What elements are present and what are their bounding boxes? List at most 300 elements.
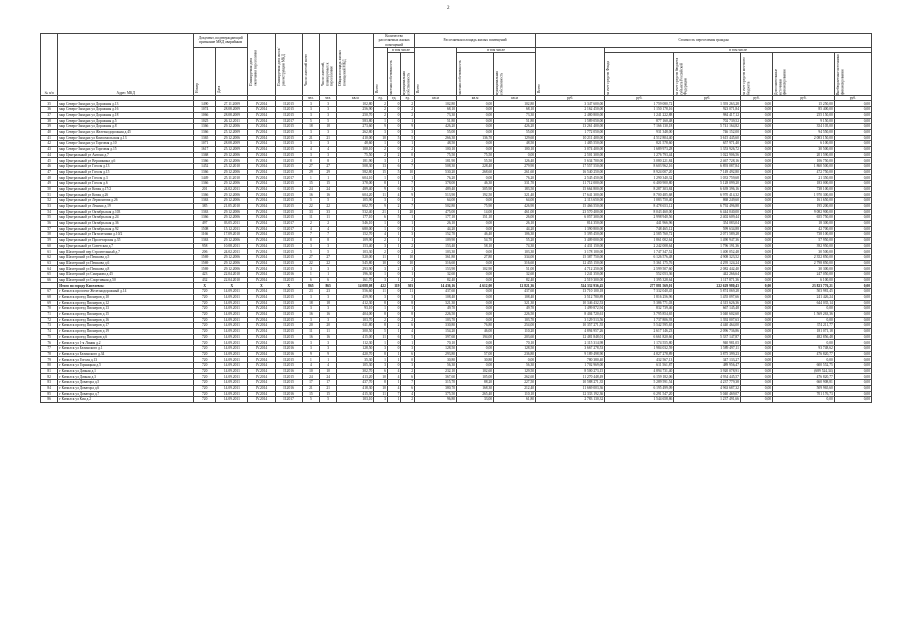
table-cell: 0,00 [494,152,536,158]
table-cell: 1 [302,175,319,181]
unit-cell: кв.м [457,96,494,101]
table-cell: 0,00 [740,186,772,192]
table-cell: 18 [320,300,337,306]
table-cell: 222 629 980,43 [674,283,741,289]
table-cell: 56,30 [494,363,536,369]
table-cell: 1366 [194,181,216,187]
table-cell: 5 [302,249,319,255]
table-cell: 720 [194,357,216,363]
table-cell: 52 [41,198,58,204]
table-cell: 11 669 003,36 [536,385,605,391]
table-cell: 6 291 547,20 [605,391,674,397]
table-cell: 0,00 [740,283,772,289]
table-cell: 2 402 609,44 [674,215,741,221]
table-cell: IV.2014 [248,340,275,346]
table-cell: 984 417,12 [674,112,741,118]
table-cell: 69 [41,300,58,306]
table-cell: 4 [320,146,337,152]
table-cell: 0,00 [834,397,871,403]
table-cell: 14,00 [457,209,494,215]
resettlement-table [40,33,872,403]
table-cell: 2 585 760,72 [605,232,674,238]
table-cell: 868 249,60 [674,198,741,204]
table-cell: 3 409 000,00 [536,237,605,243]
table-cell: II.2015 [275,255,302,261]
table-cell: 21 [320,135,337,141]
table-cell: II.2015 [275,294,302,300]
table-cell: 13 [374,164,388,170]
address-cell: г Кизилск ул Доватора д.6 [58,385,194,391]
table-cell: 0,00 [834,118,871,124]
table-cell: 489,40 [337,186,374,192]
table-cell: 3 [302,152,319,158]
table-cell: 41 [41,135,58,141]
table-cell: 497 [194,220,216,226]
table-cell: 3 875 399,23 [674,351,741,357]
table-cell: IV.2014 [248,158,275,164]
table-cell: (689 524,34) [773,368,835,374]
table-cell: 16 [320,334,337,340]
table-cell: 0,00 [457,146,494,152]
table-cell: 0 [401,152,415,158]
table-cell: 14.09.2011 [216,397,248,403]
table-cell: 4 908 323,52 [674,255,741,261]
table-cell: 2 [401,158,415,164]
table-cell: 110,20 [494,328,536,334]
table-cell: 57 [41,226,58,232]
table-cell: 3 [320,266,337,272]
table-cell: 0,00 [773,340,835,346]
table-cell: 75,50 [337,152,374,158]
table-cell: II.2015 [275,152,302,158]
table-cell: 321,30 [415,300,457,306]
table-cell: 4 [387,192,401,198]
table-cell: 3 040 602,60 [674,311,741,317]
table-cell: 201 590,00 [773,152,835,158]
table-cell: 1 [374,340,388,346]
table-cell: 21 [302,135,319,141]
table-cell: 2 545 450,00 [536,175,605,181]
table-cell: 7 [401,181,415,187]
table-cell: 0,00 [834,357,871,363]
table-cell: 153,40 [337,243,374,249]
table-cell: 15 [374,169,388,175]
table-cell: 29.12.2006 [216,158,248,164]
table-cell: 472 750,00 [773,169,835,175]
table-cell: 385 [194,203,216,209]
table-cell: 2 798 850,00 [773,260,835,266]
address-cell: г Кизилск ул Доватора д.5 [58,380,194,386]
table-cell: 0,00 [740,357,772,363]
table-cell: 6 444 040,00 [674,209,741,215]
table-cell: 423 [194,272,216,278]
table-cell: 8 [374,181,388,187]
table-cell: 720 [194,374,216,380]
table-cell: 109,90 [415,237,457,243]
address-cell: мкр Центральный ул Вершинина д.6 [58,158,194,164]
table-cell: 832 739,46 [605,306,674,312]
table-cell: 181,90 [337,158,374,164]
table-cell: 0,00 [740,107,772,113]
table-cell: 85 [41,391,58,397]
table-cell: 102,90 [457,266,494,272]
table-cell: 13 710 100,18 [536,289,605,295]
table-cell: 0,00 [740,169,772,175]
table-cell: 17.09.2010 [216,232,248,238]
table-cell: 254,00 [494,323,536,329]
table-cell: 1366 [194,129,216,135]
table-cell: 2 [401,243,415,249]
table-cell: 1617 [194,146,216,152]
table-cell: 24 [302,186,319,192]
table-cell: 305,90 [457,186,494,192]
table-cell: 38 [41,118,58,124]
unit-cell: руб. [536,96,605,101]
table-cell: II.2017 [275,118,302,124]
address-cell: мкр Центральный ул Ковая д.17/2 [58,186,194,192]
table-cell: 3 [374,243,388,249]
table-cell: 0,00 [834,107,871,113]
table-cell: 1 083 750,40 [605,198,674,204]
table-cell: 24 [302,374,319,380]
table-cell: 15 [320,181,337,187]
table-cell: 602,70 [337,203,374,209]
table-cell: 11 [374,255,388,261]
table-cell: X [248,283,275,289]
table-cell: 655 750,00 [773,215,835,221]
table-cell: 14.09.2011 [216,334,248,340]
table-cell: 5 542 595,65 [605,323,674,329]
header-address: Адрес МКД [58,34,194,96]
table-cell: II.2015 [275,215,302,221]
table-cell: 1449 [194,175,216,181]
table-cell: II.2015 [275,328,302,334]
table-cell: 0,00 [740,146,772,152]
table-cell: 226,50 [415,311,457,317]
table-cell: 2 [374,107,388,113]
address-cell: мкр Шахтерский ул Пешкова д.6 [58,260,194,266]
table-cell: 6 [302,277,319,283]
table-cell: 3 [302,306,319,312]
table-cell: 0,00 [457,311,494,317]
table-cell: 1 150 178,16 [605,107,674,113]
table-cell: 14.09.2011 [216,317,248,323]
table-cell: 10 346 432,53 [536,300,605,306]
table-cell: 3 [401,346,415,352]
table-cell: 3 [302,243,319,249]
table-cell: 0,00 [740,311,772,317]
table-cell: 4 [401,328,415,334]
table-cell: 0,00 [834,374,871,380]
table-cell: 300,50 [337,328,374,334]
table-cell: 0,00 [740,272,772,278]
table-cell: 58 [41,232,58,238]
table-cell: 437,70 [337,380,374,386]
address-cell: г Кизилск ул Кия д.2 [58,397,194,403]
table-cell: 0,00 [740,323,772,329]
table-cell: 128,50 [494,346,536,352]
table-cell: 27 [320,255,337,261]
table-cell: 3 [401,363,415,369]
table-cell: 8 924 007,20 [605,169,674,175]
table-cell: 3 [320,141,337,147]
table-cell: 4 [320,226,337,232]
table-cell: II.2015 [275,198,302,204]
unit-cell: ед. [401,96,415,101]
table-cell: 0,00 [834,277,871,283]
table-cell: 16 [302,192,319,198]
table-cell: 0,00 [834,186,871,192]
table-cell: 12 481 848,01 [536,334,605,340]
table-cell: 321,40 [494,192,536,198]
table-cell: 2 [401,317,415,323]
table-cell: 3 [374,198,388,204]
table-cell: 0,00 [740,135,772,141]
table-cell: IV.2014 [248,198,275,204]
table-cell: 0,00 [457,141,494,147]
table-cell: 0,00 [457,277,494,283]
table-cell: 503 981,45 [773,289,835,295]
table-cell: 11 [302,328,319,334]
table-cell: 865 [302,283,319,289]
table-cell: 3 [320,340,337,346]
table-cell: 72 [41,317,58,323]
table-cell: 1 984 032,59 [605,346,674,352]
header-residents-total: Число жителей всего [303,53,308,86]
table-cell: 0,00 [740,397,772,403]
table-cell: 0 [387,306,401,312]
table-cell: 3 [320,306,337,312]
table-cell: 392 950,00 [773,243,835,249]
address-cell: г Кизилск проезд Пионеров д.6 [58,334,194,340]
table-cell: 250,70 [337,112,374,118]
table-cell: 14.09.2011 [216,385,248,391]
table-cell: 8 [374,300,388,306]
table-cell: 255 150,00 [773,112,835,118]
table-cell: IV.2014 [248,391,275,397]
unit-cell: ед. [387,96,401,101]
table-cell: IV.2014 [248,101,275,107]
table-cell: 21.05.2010 [216,203,248,209]
table-cell: 13 261 400,00 [536,124,605,130]
table-cell: 1 392 007,63 [674,317,741,323]
table-cell: 0 [387,311,401,317]
table-cell: 152,70 [337,232,374,238]
table-cell: 3 [302,340,319,346]
table-cell: 9 [374,124,388,130]
table-cell: 4 295 124,24 [674,260,741,266]
table-cell: 48,60 [337,141,374,147]
table-cell: 1 [401,175,415,181]
table-cell: 10 [374,385,388,391]
table-cell: II.2015 [275,266,302,272]
table-cell: 11 [374,289,388,295]
table-cell: 432 [194,277,216,283]
table-cell: 600 552,75 [773,363,835,369]
table-cell: 27.11.2009 [216,101,248,107]
table-cell: 24.02.2011 [216,249,248,255]
table-cell: 232,10 [415,368,457,374]
table-cell: 3 [302,346,319,352]
table-cell: 29 [320,169,337,175]
table-cell: 93,10 [337,306,374,312]
table-cell: 1 689 973,28 [605,146,674,152]
table-cell: 3 [374,363,388,369]
table-cell: 821 578,60 [605,141,674,147]
table-cell: 15 466 550,00 [536,203,605,209]
table-cell: 0,00 [834,340,871,346]
table-cell: 701 176,73 [773,391,835,397]
table-cell: IV.2014 [248,249,275,255]
table-cell: 6 [387,334,401,340]
table-cell: 102,80 [415,101,457,107]
table-cell: 73,30 [494,112,536,118]
table-cell: 108,40 [494,294,536,300]
table-cell: 17 [320,380,337,386]
table-cell: 1 [320,272,337,278]
table-cell: 5 337 147,87 [674,334,741,340]
table-cell: 9 [320,351,337,357]
unit-cell: ед. [374,96,388,101]
table-cell: 11 270 448,49 [536,374,605,380]
table-cell: 426,20 [494,124,536,130]
table-cell: 266,30 [415,135,457,141]
table-cell: 16 540 250,00 [536,169,605,175]
table-cell: 0,00 [740,101,772,107]
table-cell: 22.04.2010 [216,277,248,283]
table-cell: IV.2014 [248,311,275,317]
table-cell: IV.2014 [248,368,275,374]
table-cell: 20 [302,323,319,329]
table-cell: 8 [401,300,415,306]
table-cell: 64,00 [415,198,457,204]
table-cell: 0,00 [740,124,772,130]
table-cell: 8 [374,351,388,357]
table-cell: 720 [194,300,216,306]
table-cell: 931 348,00 [605,129,674,135]
table-cell: 0,00 [457,124,494,130]
table-cell: 0,00 [740,192,772,198]
table-cell: 8 [374,311,388,317]
table-cell: 0,00 [834,158,871,164]
table-cell: II.2016 [275,346,302,352]
table-cell: 268,60 [457,169,494,175]
table-cell: 378,00 [415,181,457,187]
table-cell: 0,00 [834,192,871,198]
table-cell: 196,30 [337,272,374,278]
header-area-incl: в том числе [457,47,536,52]
address-cell: мкр Центральный ул Октябрьская д.92 [58,226,194,232]
table-cell: 604,20 [337,192,374,198]
table-cell: 10 [401,255,415,261]
table-cell: 0,00 [740,237,772,243]
table-cell: 29.12.2006 [216,124,248,130]
table-cell: 106,30 [494,232,536,238]
table-cell: 28.08.2009 [216,112,248,118]
table-cell: 8 287 303,84 [605,186,674,192]
table-cell: 2 [401,249,415,255]
table-cell: 3 [320,112,337,118]
table-cell: 552 053,36 [605,272,674,278]
table-cell: 2 [401,107,415,113]
header-no: № п/п [41,34,58,96]
table-cell: 1 759 080,72 [605,101,674,107]
table-cell: 61,80 [494,397,536,403]
table-cell: 2 096 736,86 [674,328,741,334]
table-cell: 720 [194,328,216,334]
table-cell: 45 [41,158,58,164]
table-cell: 14.09.2011 [216,391,248,397]
table-cell: 1 [374,118,388,124]
table-cell: 1 033 759,68 [674,175,741,181]
table-cell: 100,10 [494,146,536,152]
table-cell: 46,00 [457,328,494,334]
header-residents-planned: Число жителей, планируемых к переселению [321,61,334,86]
table-cell: 58,10 [457,243,494,249]
unit-cell: руб. [740,96,772,101]
table-cell: 0,00 [740,175,772,181]
table-cell: 161,70 [337,277,374,283]
table-cell: 4 894 957,26 [536,328,605,334]
table-cell: 0 [387,260,401,266]
table-cell: IV.2014 [248,181,275,187]
table-cell: II.2017 [275,397,302,403]
table-cell: 1 [401,266,415,272]
table-cell: 0 [387,249,401,255]
table-cell: 0 [387,294,401,300]
table-cell: 1166 [194,232,216,238]
table-cell: 3 [401,294,415,300]
table-cell: 153,40 [415,243,457,249]
table-cell: 0,00 [834,141,871,147]
table-cell: 71 [41,311,58,317]
table-cell: 0,00 [457,363,494,369]
table-cell: 103,30 [415,249,457,255]
table-cell: 2 [387,203,401,209]
table-cell: 37 [41,112,58,118]
table-cell: 14.09.2011 [216,340,248,346]
table-cell: 11 [374,334,388,340]
table-cell: 183 000,00 [773,181,835,187]
table-cell: 183,50 [494,186,536,192]
unit-cell: руб. [605,96,674,101]
table-cell: 1363 [194,198,216,204]
table-cell: 1366 [194,169,216,175]
table-cell: 1071 [194,141,216,147]
table-cell: 16 [302,311,319,317]
table-cell: 330,80 [415,323,457,329]
table-cell: 82,40 [494,277,536,283]
table-cell: 0,00 [740,198,772,204]
table-cell: 0,00 [457,198,494,204]
table-cell: 2 071 589,28 [674,232,741,238]
table-cell: 70,10 [494,340,536,346]
table-cell: IV.2014 [248,380,275,386]
table-cell: 177,10 [415,215,457,221]
table-cell: 102,60 [457,368,494,374]
table-cell: 15 387 750,00 [536,255,605,261]
table-cell: 23 [302,289,319,295]
table-cell: 103,10 [337,397,374,403]
table-cell: IV.2014 [248,186,275,192]
table-cell: 94 550,00 [773,129,835,135]
table-cell: 78 [41,351,58,357]
table-cell: 4 [387,385,401,391]
table-cell: 418,30 [337,385,374,391]
table-cell: 482 856,48 [773,334,835,340]
table-cell: 68,10 [415,107,457,113]
table-cell: 0,00 [834,363,871,369]
